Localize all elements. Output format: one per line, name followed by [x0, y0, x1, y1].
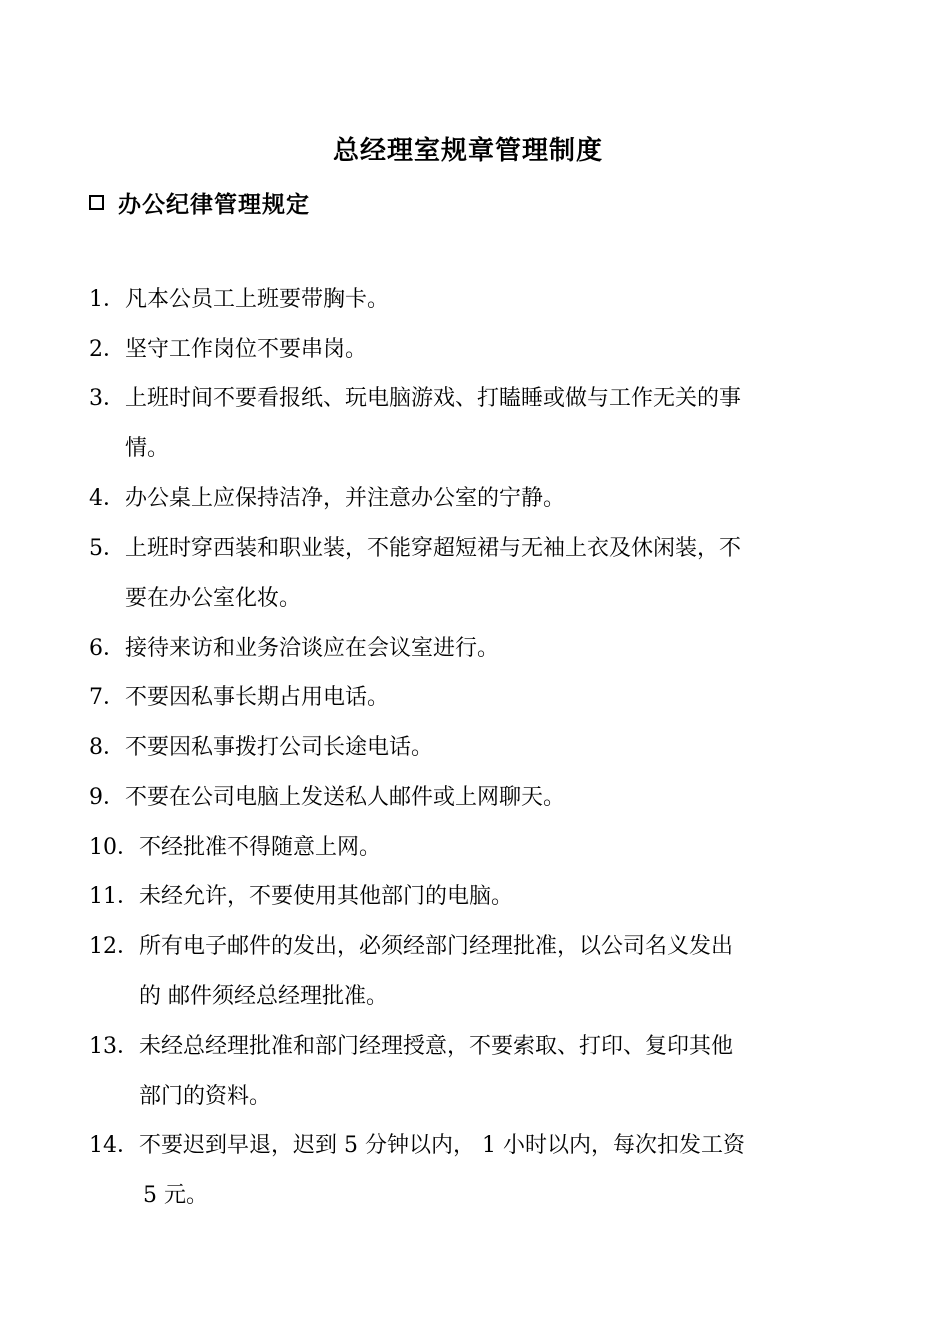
list-item: [89, 932, 733, 962]
rule-number: 1．: [89, 287, 125, 312]
rule-number: 7．: [89, 685, 125, 710]
list-item: [89, 534, 741, 564]
rule-continuation: 部门的资料。: [139, 1084, 272, 1109]
rule-number: 12．: [89, 934, 139, 959]
rule-number: 6．: [89, 636, 125, 661]
section-heading-text: 办公纪律管理规定: [118, 191, 310, 218]
list-item: [89, 783, 565, 813]
list-item: [89, 733, 433, 763]
rule-number: 10．: [89, 835, 139, 860]
rule-number: 14．: [89, 1133, 139, 1158]
rule-number: 8．: [89, 735, 125, 760]
rule-continuation: 情。: [125, 436, 170, 461]
rule-text: 办公桌上应保持洁净，并注意办公室的宁静。: [125, 486, 566, 511]
rule-text: 凡本公员工上班要带胸卡。: [125, 287, 390, 312]
rule-continuation: 要在办公室化妆。: [125, 586, 302, 611]
rule-text: 不要因私事拨打公司长途电话。: [125, 735, 434, 760]
document-title: 总经理室规章管理制度: [332, 136, 603, 166]
rule-text: 不要迟到早退，迟到 5 分钟以内， 1 小时以内，每次扣发工资: [139, 1133, 745, 1158]
list-item: [89, 833, 381, 863]
list-item: [89, 384, 741, 414]
rule-continuation: 5 元。: [143, 1183, 208, 1208]
list-item: [89, 335, 367, 365]
rule-number: 11．: [89, 884, 139, 909]
rule-number: 13．: [89, 1034, 139, 1059]
list-item: [89, 1032, 733, 1062]
rule-number: 3．: [89, 386, 125, 411]
list-item: [89, 882, 513, 912]
rule-number: 5．: [89, 536, 125, 561]
rule-number: 2．: [89, 337, 125, 362]
rule-text: 未经总经理批准和部门经理授意，不要索取、打印、复印其他: [139, 1034, 734, 1059]
rule-continuation: 的 邮件须经总经理批准。: [139, 984, 388, 1009]
list-item: [89, 285, 389, 315]
list-item: [89, 683, 389, 713]
rule-text: 未经允许，不要使用其他部门的电脑。: [139, 884, 514, 909]
rule-text: 接待来访和业务洽谈应在会议室进行。: [125, 636, 500, 661]
rule-text: 所有电子邮件的发出，必须经部门经理批准，以公司名义发出: [139, 934, 734, 959]
rule-text: 上班时穿西装和职业装，不能穿超短裙与无袖上衣及休闲装，不: [125, 536, 742, 561]
rule-text: 上班时间不要看报纸、玩电脑游戏、打瞌睡或做与工作无关的事: [125, 386, 742, 411]
list-item: [89, 1131, 745, 1161]
rule-number: 9．: [89, 785, 125, 810]
list-item: [89, 484, 565, 514]
rule-number: 4．: [89, 486, 125, 511]
list-item: [89, 634, 499, 664]
rule-text: 不要因私事长期占用电话。: [125, 685, 390, 710]
rule-text: 坚守工作岗位不要串岗。: [125, 337, 368, 362]
rule-text: 不经批准不得随意上网。: [139, 835, 382, 860]
rule-text: 不要在公司电脑上发送私人邮件或上网聊天。: [125, 785, 566, 810]
